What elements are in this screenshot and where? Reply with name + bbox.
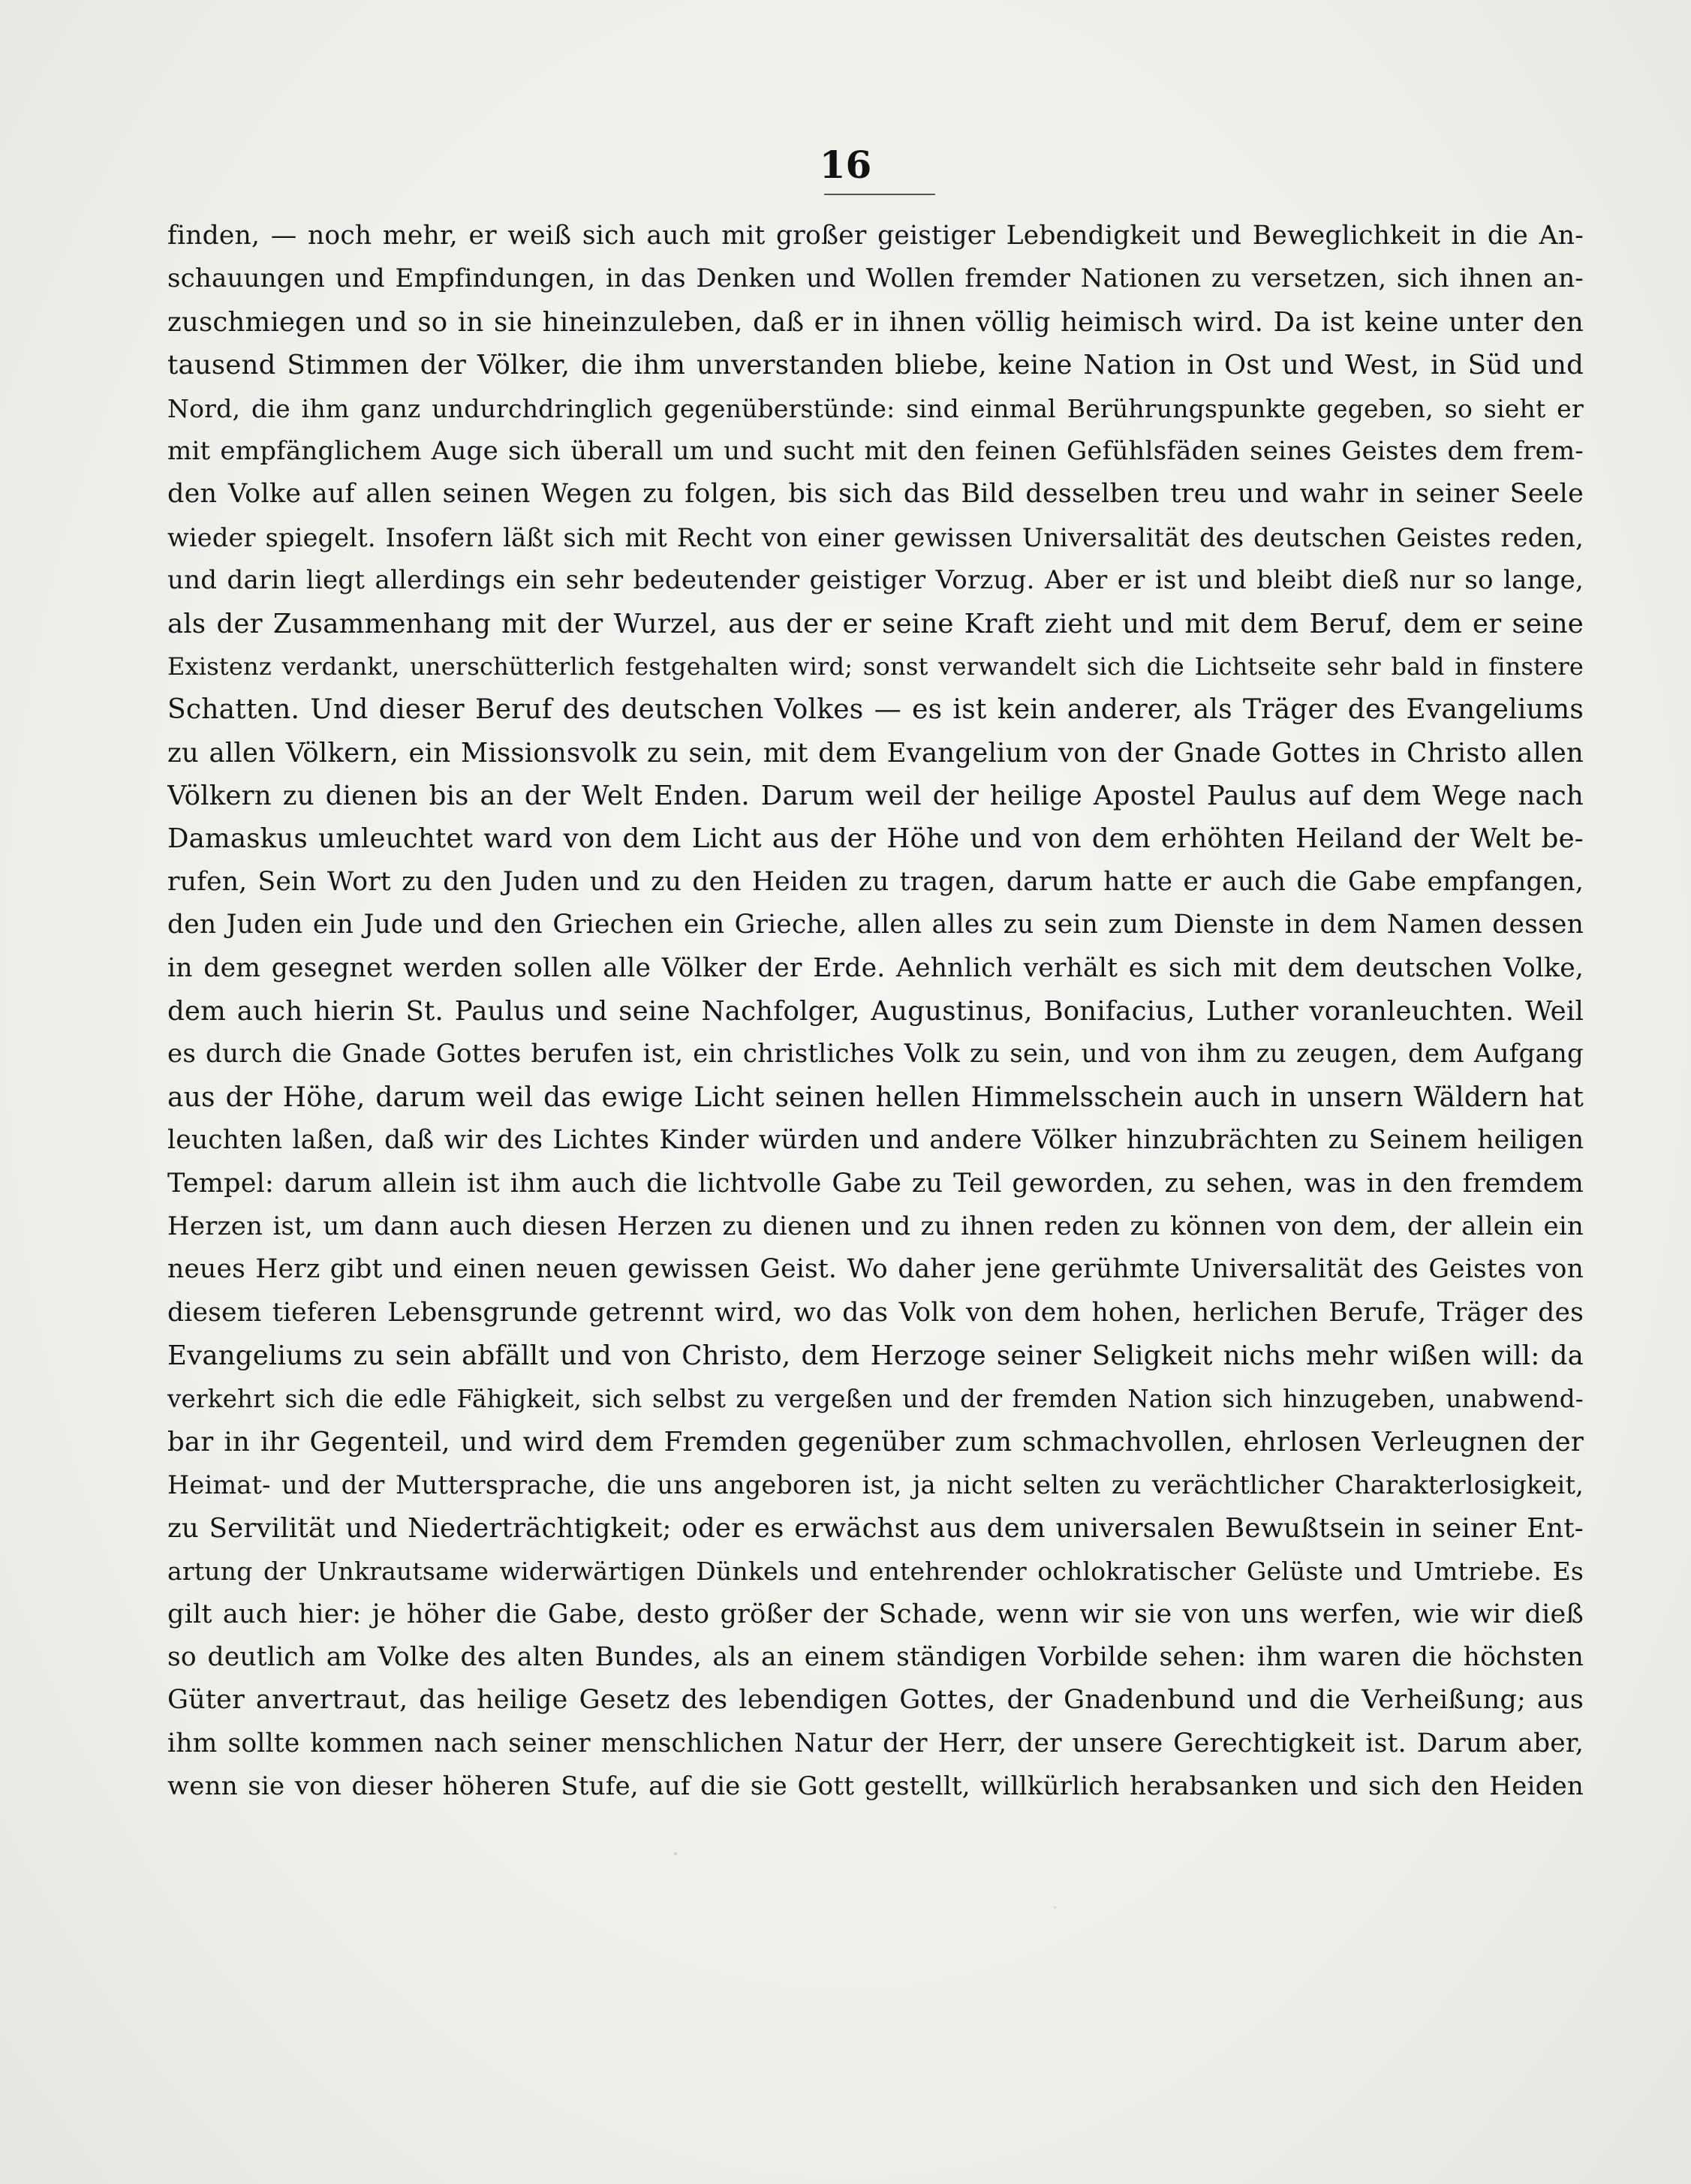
text-line: ihm sollte kommen nach seiner menschlichen Natur der Herr, der unsere Gerechtigkeit ist. Darum aber, bbox=[167, 1728, 1584, 1758]
body-text bbox=[167, 215, 1584, 1808]
text-line: Evangeliums zu sein abfällt und von Christo, dem Herzoge seiner Seligkeit nichs mehr wißen will: da bbox=[167, 1340, 1584, 1372]
text-line: neues Herz gibt und einen neuen gewissen Geist. Wo daher jene gerühmte Universalität des Geistes von bbox=[167, 1254, 1584, 1285]
text-line: mit empfänglichem Auge sich überall um und sucht mit den feinen Gefühlsfäden seines Geistes dem frem- bbox=[167, 435, 1584, 466]
text-line: Damaskus umleuchtet ward von dem Licht aus der Höhe und von dem erhöhten Heiland der Welt be- bbox=[167, 823, 1584, 855]
text-line: es durch die Gnade Gottes berufen ist, ein christliches Volk zu sein, und von ihm zu zeugen, dem Aufgang bbox=[167, 1039, 1584, 1069]
text-line: zu Servilität und Niederträchtigkeit; oder es erwächst aus dem universalen Bewußtsein in seiner Ent- bbox=[167, 1512, 1584, 1544]
text-line: zu allen Völkern, ein Missionsvolk zu sein, mit dem Evangelium von der Gnade Gottes in Christo allen bbox=[167, 737, 1584, 769]
text-line: tausend Stimmen der Völker, die ihm unverstanden bliebe, keine Nation in Ost und West, in Süd und bbox=[167, 350, 1584, 381]
text-line: leuchten laßen, daß wir des Lichtes Kinder würden und andere Völker hinzubrächten zu Seinem heiligen bbox=[167, 1125, 1584, 1156]
text-line: gilt auch hier: je höher die Gabe, desto größer der Schade, wenn wir sie von uns werfen, wie wir dieß bbox=[167, 1599, 1584, 1629]
text-line: Güter anvertraut, das heilige Gesetz des lebendigen Gottes, der Gnadenbund und die Verheißung; aus bbox=[167, 1685, 1584, 1716]
text-line: als der Zusammenhang mit der Wurzel, aus der er seine Kraft zieht und mit dem Beruf, dem er seine bbox=[167, 608, 1584, 639]
paper-speck bbox=[674, 1852, 677, 1855]
text-line: artung der Unkrautsame widerwärtigen Dünkels und entehrender ochlokratischer Gelüste und Umtriebe. Es bbox=[167, 1557, 1584, 1587]
text-line: Nord, die ihm ganz undurchdringlich gegenüberstünde: sind einmal Berührungspunkte gegeben, so sieht er bbox=[167, 393, 1584, 423]
text-line: rufen, Sein Wort zu den Juden und zu den Heiden zu tragen, darum hatte er auch die Gabe empfangen, bbox=[167, 866, 1584, 897]
text-line: Schatten. Und dieser Beruf des deutschen Volkes — es ist kein anderer, als Träger des Evangeliums bbox=[167, 694, 1584, 726]
text-line: in dem gesegnet werden sollen alle Völker der Erde. Aehnlich verhält es sich mit dem deutschen Volke, bbox=[167, 952, 1584, 983]
page-number: 16 bbox=[819, 143, 872, 187]
text-line: wieder spiegelt. Insofern läßt sich mit Recht von einer gewissen Universalität des deutschen Geistes reden, bbox=[167, 522, 1584, 552]
text-line: den Volke auf allen seinen Wegen zu folgen, bis sich das Bild desselben treu und wahr in seiner Seele bbox=[167, 479, 1584, 510]
text-line: verkehrt sich die edle Fähigkeit, sich selbst zu vergeßen und der fremden Nation sich hinzugeben, unabwend- bbox=[167, 1384, 1584, 1413]
text-line: Existenz verdankt, unerschütterlich festgehalten wird; sonst verwandelt sich die Lichtseite sehr bald in finstere bbox=[167, 651, 1584, 681]
text-line: schauungen und Empfindungen, in das Denken und Wollen fremder Nationen zu versetzen, sich ihnen an- bbox=[167, 263, 1584, 294]
text-line: Tempel: darum allein ist ihm auch die lichtvolle Gabe zu Teil geworden, zu sehen, was in den fremdem bbox=[167, 1168, 1584, 1199]
text-line: Heimat- und der Muttersprache, die uns angeboren ist, ja nicht selten zu verächtlicher Charakterlosigkeit, bbox=[167, 1470, 1584, 1500]
paper-speck bbox=[1054, 1906, 1056, 1909]
text-line: und darin liegt allerdings ein sehr bedeutender geistiger Vorzug. Aber er ist und bleibt dieß nur so lange, bbox=[167, 565, 1584, 596]
text-line: diesem tieferen Lebensgrunde getrennt wird, wo das Volk von dem hohen, herlichen Berufe, Träger des bbox=[167, 1297, 1584, 1328]
text-line: wenn sie von dieser höheren Stufe, auf die sie Gott gestellt, willkürlich herabsanken und sich den Heiden bbox=[167, 1771, 1584, 1802]
text-line: zuschmiegen und so in sie hineinzuleben, daß er in ihnen völlig heimisch wird. Da ist keine unter den bbox=[167, 306, 1584, 338]
text-line: dem auch hierin St. Paulus und seine Nachfolger, Augustinus, Bonifacius, Luther voranleuchten. Weil bbox=[167, 996, 1584, 1027]
text-line: finden, — noch mehr, er weiß sich auch mit großer geistiger Lebendigkeit und Beweglichkeit in die An- bbox=[167, 221, 1584, 251]
text-line: bar in ihr Gegenteil, und wird dem Fremden gegenüber zum schmachvollen, ehrlosen Verleugnen der bbox=[167, 1426, 1584, 1458]
text-line: so deutlich am Volke des alten Bundes, als an einem ständigen Vorbilde sehen: ihm waren die höchsten bbox=[167, 1641, 1584, 1672]
text-line: den Juden ein Jude und den Griechen ein Grieche, allen alles zu sein zum Dienste in dem Namen dessen bbox=[167, 910, 1584, 940]
text-line: Völkern zu dienen bis an der Welt Enden. Darum weil der heilige Apostel Paulus auf dem Wege nach bbox=[167, 781, 1584, 812]
text-line: Herzen ist, um dann auch diesen Herzen zu dienen und zu ihnen reden zu können von dem, der allein ein bbox=[167, 1211, 1584, 1241]
page-number-rule bbox=[824, 194, 935, 195]
text-line: aus der Höhe, darum weil das ewige Licht seinen hellen Himmelsschein auch in unsern Wäldern hat bbox=[167, 1081, 1584, 1113]
